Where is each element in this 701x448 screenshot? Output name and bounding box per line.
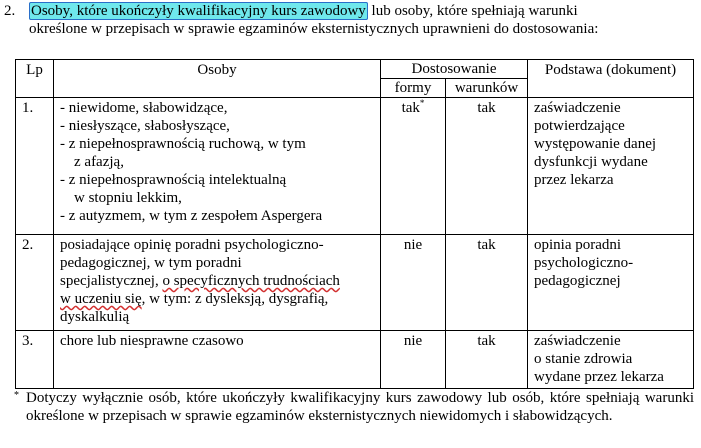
- osoby-line: posiadające opinię poradni psychologiczno-: [60, 237, 324, 253]
- podstawa-line: opinia poradni: [534, 237, 622, 253]
- cell-warunkow: tak: [446, 98, 528, 235]
- osoby-line: pedagogicznej, w tym poradni: [60, 255, 242, 271]
- podstawa-line: zaświadczenie: [534, 333, 621, 349]
- podstawa-line: psychologiczno-: [534, 255, 634, 271]
- podstawa-line: zaświadczenie: [534, 100, 621, 116]
- cell-lp: 2.: [16, 235, 54, 331]
- podstawa-line: występowanie danej: [534, 136, 657, 152]
- header-podstawa: Podstawa (dokument): [528, 60, 694, 98]
- intro-paragraph: [4, 2, 694, 38]
- adjustments-table: [15, 59, 694, 389]
- osoby-line: w stopniu lekkim,: [74, 190, 182, 206]
- cell-podstawa: [528, 235, 694, 331]
- osoby-line: - z niepełnosprawnością ruchową, w tym: [60, 136, 306, 152]
- osoby-line: - z autyzmem, w tym z zespołem Aspergera: [60, 208, 323, 224]
- cell-lp: 3.: [16, 331, 54, 389]
- table-row: [16, 98, 694, 235]
- cell-osoby: [54, 98, 381, 235]
- highlighted-text[interactable]: Osoby, które ukończyły kwalifikacyjny kurs zawodowy: [31, 3, 366, 19]
- osoby-line: chore lub niesprawne czasowo: [60, 333, 244, 349]
- footnote-mark: *: [14, 390, 19, 401]
- podstawa-line: potwierdzające: [534, 118, 625, 134]
- cell-formy: [381, 98, 446, 235]
- podstawa-line: pedagogicznej: [534, 273, 621, 289]
- cell-lp: 1.: [16, 98, 54, 235]
- spellcheck-underline-text: w uczeniu się: [60, 291, 142, 307]
- formy-value: tak: [401, 100, 420, 116]
- cell-warunkow: tak: [446, 331, 528, 389]
- cell-osoby: [54, 331, 381, 389]
- header-dostosowanie: Dostosowanie: [381, 60, 528, 79]
- header-formy: formy: [381, 79, 446, 98]
- osoby-text: specjalistycznej,: [60, 273, 159, 289]
- osoby-text: , w tym: z dysleksją, dysgrafią,: [141, 291, 329, 307]
- osoby-line: dyskalkulią: [60, 309, 130, 325]
- header-osoby: Osoby: [54, 60, 381, 98]
- podstawa-line: dysfunkcji wydane: [534, 154, 648, 170]
- cell-podstawa: [528, 98, 694, 235]
- cell-formy: nie: [381, 331, 446, 389]
- osoby-line: - z niepełnosprawnością intelektualną: [60, 172, 287, 188]
- footnote-mark: *: [419, 98, 425, 108]
- table-row: [16, 235, 694, 331]
- table-row: [16, 331, 694, 389]
- spellcheck-underline-text: o specyficznych trudnościach: [162, 273, 340, 289]
- cell-warunkow: tak: [446, 235, 528, 331]
- podstawa-line: przez lekarza: [534, 172, 614, 188]
- list-number: 2.: [4, 3, 16, 19]
- podstawa-line: o stanie zdrowia: [534, 351, 633, 367]
- footnote: [4, 389, 694, 425]
- cell-podstawa: [528, 331, 694, 389]
- podstawa-line: wydane przez lekarza: [534, 369, 664, 385]
- intro-text-line2: określone w przepisach w sprawie egzaminów eksternistycznych uprawnieni do dostosowania:: [29, 21, 599, 37]
- osoby-line: - niesłyszące, słabosłyszące,: [60, 118, 230, 134]
- osoby-line: - niewidome, słabowidzące,: [60, 100, 228, 116]
- cell-osoby: [54, 235, 381, 331]
- header-lp: Lp: [16, 60, 54, 98]
- footnote-text: Dotyczy wyłącznie osób, które ukończyły kwalifikacyjny kurs zawodowy lub osób, które spełniają warunki określone w przepisach w sprawie egzaminów eksternistycznych niewidomych i słabowidzących.: [26, 390, 694, 424]
- cell-formy: nie: [381, 235, 446, 331]
- intro-text-line1: lub osoby, które spełniają warunki: [367, 3, 578, 19]
- osoby-line: z afazją,: [74, 154, 124, 170]
- header-warunkow: warunków: [446, 79, 528, 98]
- header-row: [16, 60, 694, 79]
